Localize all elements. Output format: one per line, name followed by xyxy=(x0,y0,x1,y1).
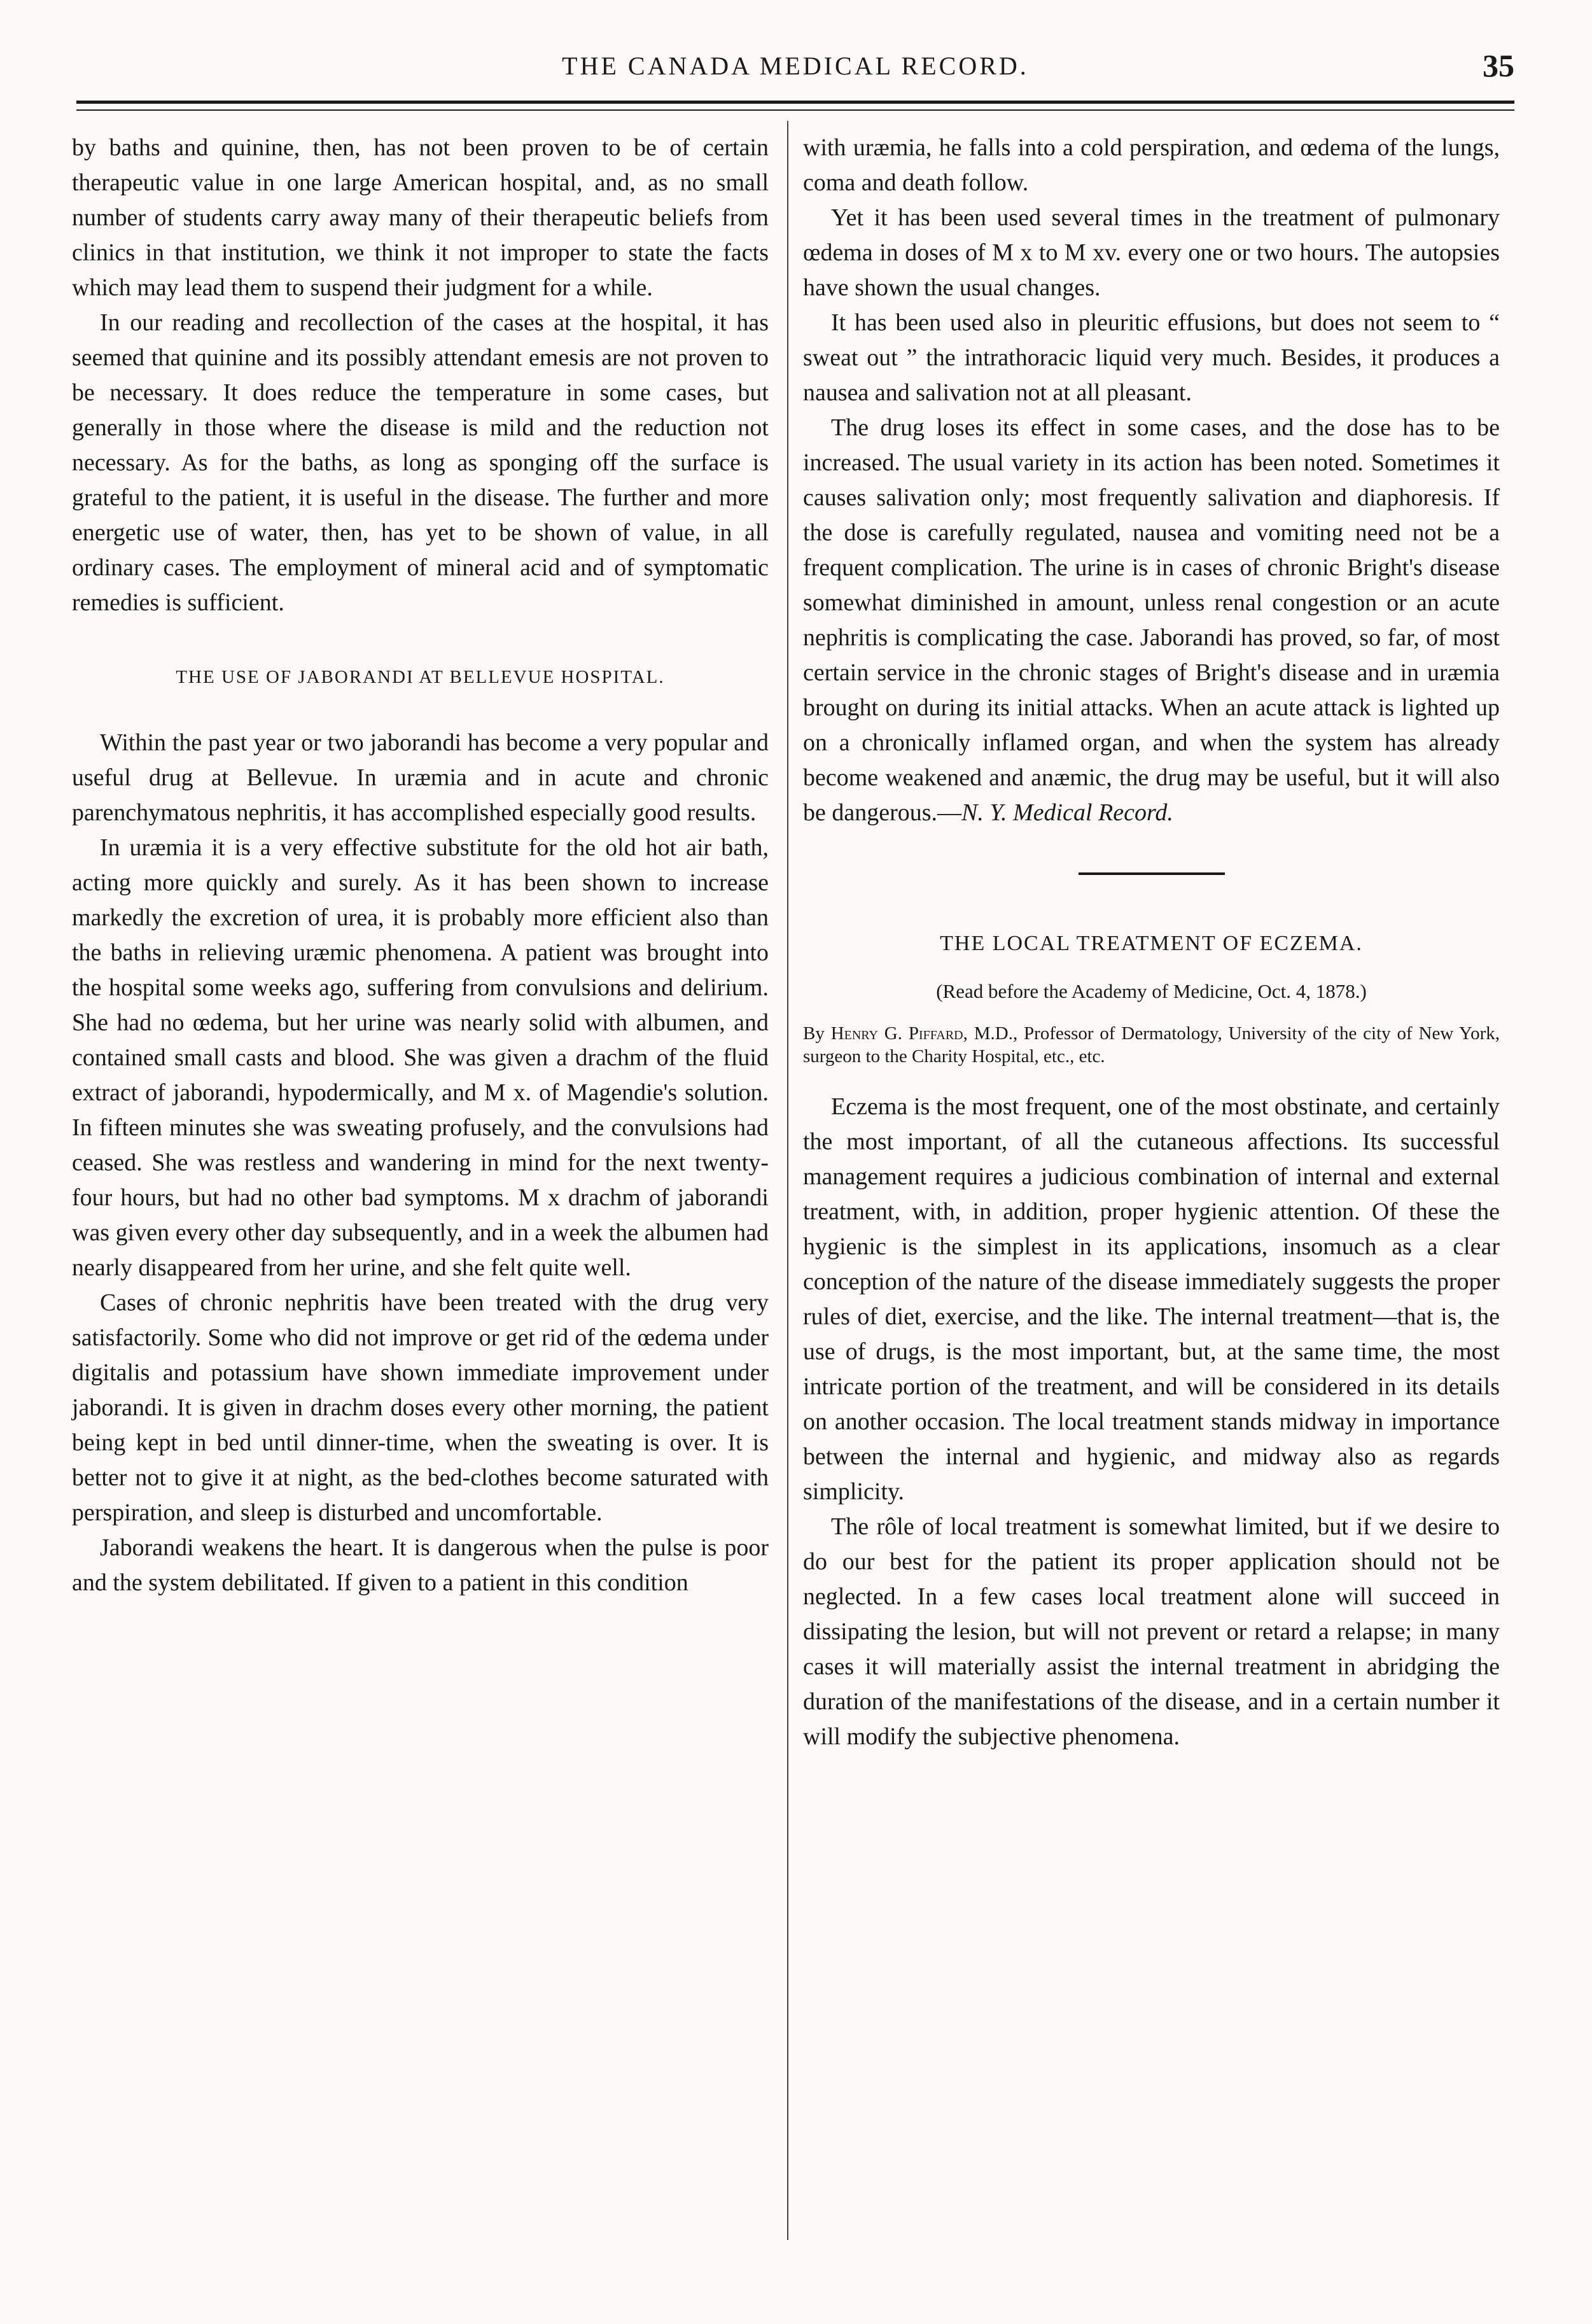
section-heading-eczema: THE LOCAL TREATMENT OF ECZEMA. xyxy=(940,932,1363,955)
byline xyxy=(803,1022,1500,1068)
paragraph-continued: by baths and quinine, then, has not been proven to be of certain therapeutic value in one large American hospital, and, as no small number of students carry away many of their therapeutic beliefs from clinics in that institution, we think it not improper to state the facts which may lead them to suspend their judgment for a while. xyxy=(72,134,769,301)
read-note: (Read before the Academy of Medicine, Oct. 4, 1878.) xyxy=(936,980,1367,1002)
source-citation: N. Y. Medical Record. xyxy=(961,799,1173,826)
section-separator xyxy=(1079,872,1225,875)
left-column xyxy=(72,130,769,1600)
running-head: THE CANADA MEDICAL RECORD. xyxy=(562,52,1029,80)
paragraph: Within the past year or two jaborandi has become a very popular and useful drug at Bellevue. In uræmia and in acute and chronic parenchymatous nephritis, it has accomplished especially good results. xyxy=(72,729,769,826)
header-rule-thin xyxy=(76,109,1514,111)
header-rule-thick xyxy=(76,101,1514,104)
byline-prefix: By xyxy=(803,1023,825,1044)
byline-author: Henry G. Piffard, xyxy=(830,1023,968,1044)
paragraph: In uræmia it is a very effective substitute for the old hot air bath, acting more quickly and surely. As it has been shown to increase markedly the excretion of urea, it is probably more efficient also than the baths in relieving uræmic phenomena. A patient was brought into the hospital some weeks ago, suffering from convulsions and delirium. She had no œdema, but her urine was nearly solid with albumen, and contained small casts and blood. She was given a drachm of the fluid extract of jaborandi, hypodermically, and M x. of Magendie's solution. In fifteen minutes she was sweating profusely, and the convulsions had ceased. She was restless and wandering in mind for the next twenty-four hours, but had no other bad symptoms. M x drachm of jaborandi was given every other day subsequently, and in a week the albumen had nearly disappeared from her urine, and she felt quite well. xyxy=(72,834,769,1281)
paragraph xyxy=(803,410,1500,830)
paragraph: Jaborandi weakens the heart. It is dangerous when the pulse is poor and the system debilitated. If given to a patient in this condition xyxy=(72,1534,769,1596)
paragraph: It has been used also in pleuritic effusions, but does not seem to “ sweat out ” the intrathoracic liquid very much. Besides, it produces a nausea and salivation not at all pleasant. xyxy=(803,309,1500,406)
paragraph: The rôle of local treatment is somewhat limited, but if we desire to do our best for the patient its proper application should not be neglected. In a few cases local treatment alone will succeed in dissipating the lesion, but will not prevent or retard a relapse; in many cases it will materially assist the internal treatment in abridging the duration of the manifestations of the disease, and in a certain number it will modify the subjective phenomena. xyxy=(803,1513,1500,1750)
paragraph: In our reading and recollection of the cases at the hospital, it has seemed that quinine and its possibly attendant emesis are not proven to be necessary. It does reduce the temperature in some cases, but generally in those where the disease is mild and the reduction not necessary. As for the baths, as long as sponging off the surface is grateful to the patient, it is useful in the disease. The further and more energetic use of water, then, has yet to be shown of value, in all ordinary cases. The employment of mineral acid and of symptomatic remedies is sufficient. xyxy=(72,309,769,616)
page-number: 35 xyxy=(1483,48,1514,83)
paragraph-continued: with uræmia, he falls into a cold perspiration, and œdema of the lungs, coma and death follow. xyxy=(803,134,1500,196)
paragraph: Cases of chronic nephritis have been treated with the drug very satisfactorily. Some who did not improve or get rid of the œdema under digitalis and potassium have shown immediate improvement under jaborandi. It is given in drachm doses every other morning, the patient being kept in bed until dinner-time, when the sweating is over. It is better not to give it at night, as the bed-clothes become saturated with perspiration, and sleep is disturbed and uncomfortable. xyxy=(72,1289,769,1526)
right-column xyxy=(803,130,1500,1754)
paragraph-text: The drug loses its effect in some cases, and the dose has to be increased. The usual variety in its action has been noted. Sometimes it causes salivation only; most frequently salivation and diaphoresis. If the dose is carefully regulated, nausea and vomiting need not be a frequent complication. The urine is in cases of chronic Bright's disease somewhat diminished in amount, unless renal congestion or an acute nephritis is complicating the case. Jaborandi has proved, so far, of most certain service in the chronic stages of Bright's disease and in uræmia brought on during its initial attacks. When an acute attack is lighted up on a chronically inflamed organ, and when the system has already become weakened and anæmic, the drug may be useful, but it will also be dangerous.— xyxy=(803,414,1500,826)
paragraph: Eczema is the most frequent, one of the most obstinate, and certainly the most important, of all the cutaneous affections. Its successful management requires a judicious combination of internal and external treatment, with, in addition, proper hygienic attention. Of these the hygienic is the simplest in its applications, insomuch as a clear conception of the nature of the disease immediately suggests the proper rules of diet, exercise, and the like. The internal treatment—that is, the use of drugs, is the most important, but, at the same time, the most intricate portion of the treatment, and will be considered in its details on another occasion. The local treatment stands midway in importance between the internal and hygienic, and midway also as regards simplicity. xyxy=(803,1093,1500,1505)
page-header xyxy=(76,45,1514,89)
paragraph: Yet it has been used several times in the treatment of pulmonary œdema in doses of M x to M xv. every one or two hours. The autopsies have shown the usual changes. xyxy=(803,204,1500,301)
section-heading-jaborandi: THE USE OF JABORANDI AT BELLEVUE HOSPITAL. xyxy=(176,667,665,687)
byline-details: M.D., Professor of Dermatology, University of the city of New York, surgeon to the Charity Hospital, etc., etc. xyxy=(803,1023,1500,1067)
column-divider xyxy=(787,121,788,2240)
